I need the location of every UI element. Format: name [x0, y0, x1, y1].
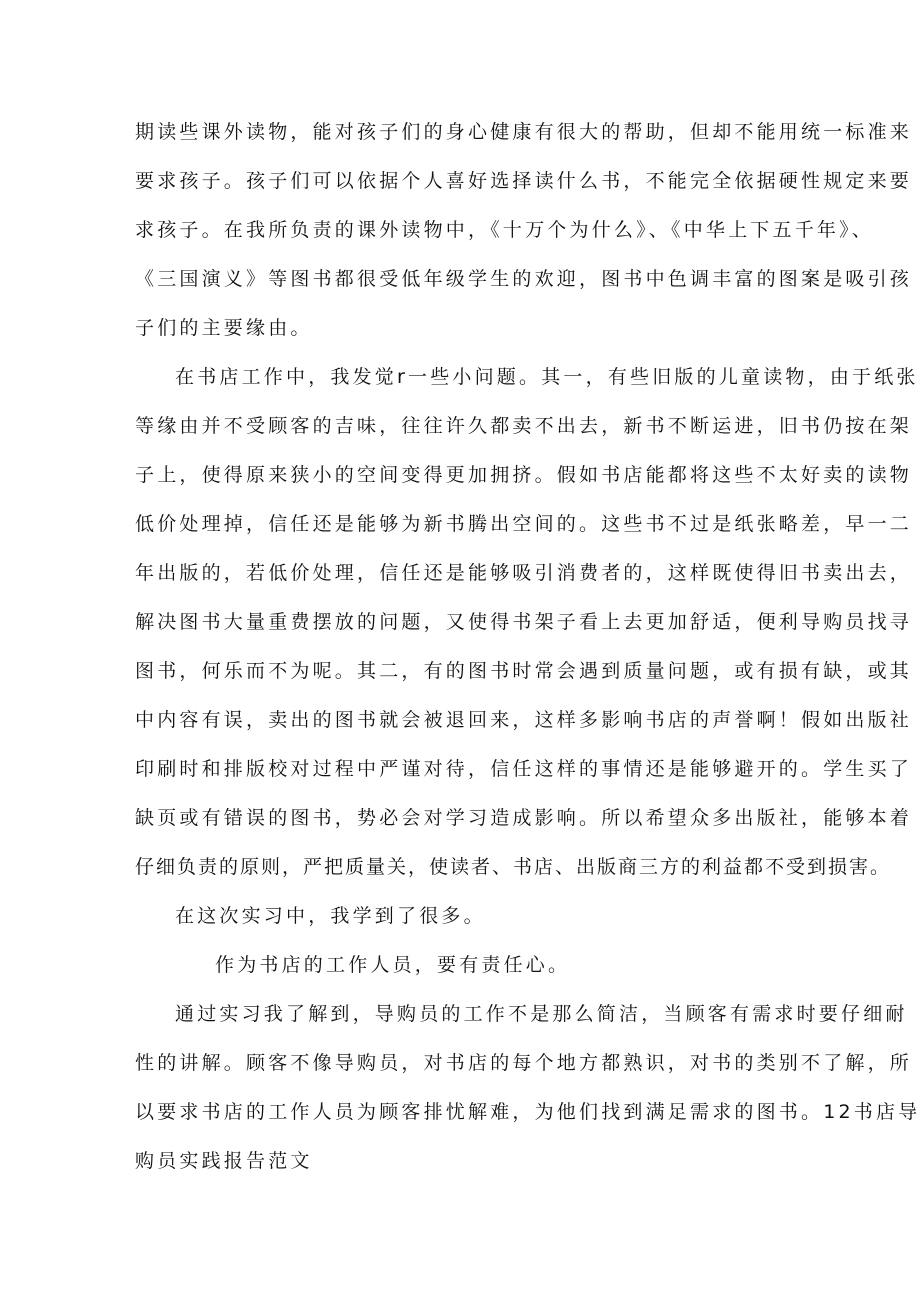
paragraph-2-line-10: 缺页或有错误的图书，势必会对学习造成影响。所以希望众多出版社，能够本着 — [135, 807, 913, 829]
paragraph-1-line-2: 要求孩子。孩子们可以依据个人喜好选择读什么书，不能完全依据硬性规定来要 — [135, 170, 913, 192]
paragraph-2-line-9: 印刷时和排版校对过程中严谨对待，信任这样的事情还是能够避开的。学生买了 — [135, 758, 913, 780]
paragraph-1-line-3: 求孩子。在我所负责的课外读物中，《十万个为什么》、《中华上下五千年》、 — [135, 219, 875, 241]
paragraph-5-line-3: 以要求书店的工作人员为顾客排忧解难，为他们找到满足需求的图书。12书店导 — [135, 1101, 920, 1123]
paragraph-4-line-1: 作为书店的工作人员，要有责任心。 — [215, 954, 571, 976]
paragraph-2-line-8: 中内容有误，卖出的图书就会被退回来，这样多影响书店的声誉啊！假如出版社 — [135, 709, 913, 731]
paragraph-3-line-1: 在这次实习中，我学到了很多。 — [175, 905, 486, 927]
paragraph-2-line-7: 图书，何乐而不为呢。其二，有的图书时常会遇到质量问题，或有损有缺，或其 — [135, 660, 913, 682]
paragraph-2-line-3: 子上，使得原来狭小的空间变得更加拥挤。假如书店能都将这些不太好卖的读物 — [135, 464, 913, 486]
paragraph-1-line-5: 子们的主要缘由。 — [135, 317, 313, 339]
paragraph-2-line-5: 年出版的，若低价处理，信任还是能够吸引消费者的，这样既使得旧书卖出去， — [135, 562, 913, 584]
paragraph-5-line-4: 购员实践报告范文 — [135, 1150, 313, 1172]
paragraph-1-line-1: 期读些课外读物，能对孩子们的身心健康有很大的帮助，但却不能用统一标准来 — [135, 121, 913, 143]
paragraph-2-line-1: 在书店工作中，我发觉r一些小问题。其一，有些旧版的儿童读物，由于纸张 — [175, 366, 919, 388]
paragraph-2-line-2: 等缘由并不受顾客的吉味，往往许久都卖不出去，新书不断运进，旧书仍按在架 — [135, 415, 913, 437]
paragraph-2-line-6: 解决图书大量重费摆放的问题，又使得书架子看上去更加舒适，便利导购员找寻 — [135, 611, 913, 633]
paragraph-5-line-1: 通过实习我了解到，导购员的工作不是那么简洁，当顾客有需求时要仔细耐 — [175, 1003, 908, 1025]
paragraph-2-line-4: 低价处理掉，信任还是能够为新书腾出空间的。这些书不过是纸张略差，早一二 — [135, 513, 913, 535]
paragraph-2-line-11: 仔细负责的原则，严把质量关，使读者、书店、出版商三方的利益都不受到损害。 — [135, 856, 892, 878]
paragraph-1-line-4: 《三国演义》等图书都很受低年级学生的欢迎，图书中色调丰富的图案是吸引孩 — [135, 268, 913, 290]
paragraph-5-line-2: 性的讲解。顾客不像导购员，对书店的每个地方都熟识，对书的类别不了解，所 — [135, 1052, 913, 1074]
